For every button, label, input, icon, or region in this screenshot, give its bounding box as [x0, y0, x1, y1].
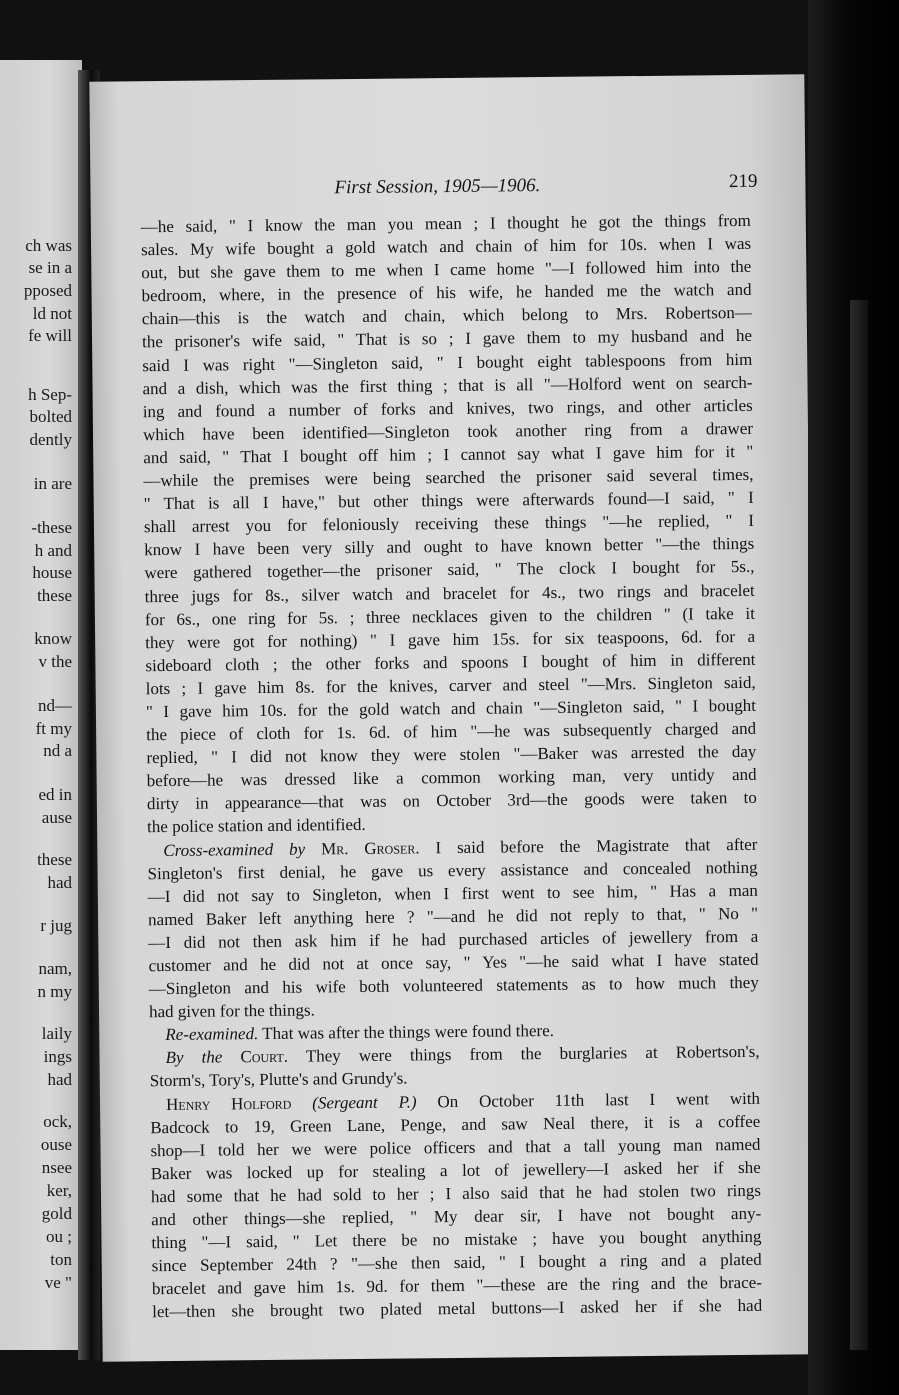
cross.lines-line: —Singleton and his wife both volunteered statements as to how much they [148, 972, 759, 999]
text-line: chain—this is the watch and chain, which belong to Mrs. Robertson— [141, 303, 752, 329]
text-line: " That is all I have," but other things were afterwards found—I said, " I [143, 487, 754, 514]
cross.lines-line: Singleton's first denial, he gave us every assistance and concealed nothing [147, 857, 758, 883]
testimony-paragraph [141, 209, 757, 839]
witness-lines [150, 1109, 762, 1323]
facing-page-fragment: nsee [41, 1158, 72, 1177]
facing-page-fragment: had [47, 873, 72, 892]
facing-page-fragment: in are [33, 474, 72, 493]
court-name: Court. [240, 1047, 289, 1067]
facing-page-fragment: ou ; [46, 1227, 72, 1246]
facing-page-fragment: had [47, 1070, 72, 1089]
facing-page-fragment: ton [50, 1250, 72, 1269]
witness.lines-line: had some that he had sold to her ; I also said that he had stolen two rings [150, 1180, 762, 1207]
text-line: " I gave him 10s. for the gold watch and chain "—Singleton said, " I bought [145, 695, 756, 722]
witness-name: Henry Holford [165, 1093, 292, 1114]
text-line: know I have been very silly and ought to have known better "—the things [144, 534, 755, 560]
facing-page-fragment: ch was [25, 236, 72, 255]
facing-page-fragment: dently [29, 430, 72, 449]
text-line: bedroom, where, in the presence of his wife, he handed me the watch and [141, 280, 752, 306]
text-line: shall arrest you for feloniously receiving these things "—he replied, " I [143, 511, 755, 537]
witness.lines-line: Badcock to 19, Green Lane, Penge, and saw Neal there, it is a coffee [150, 1111, 761, 1137]
facing-page-fragment: ings [43, 1047, 72, 1066]
court-paragraph [149, 1040, 759, 1093]
facing-page-fragment: ouse [40, 1135, 72, 1154]
cross-lines [147, 855, 759, 1023]
text-line: the prisoner's wife said, " That is so ; I gave them to my husband and he [141, 326, 753, 352]
facing-page-fragment: ock, [43, 1112, 72, 1131]
running-head: First Session, 1905—1906. [334, 175, 541, 199]
cross-line-0: I said before the Magistrate that after [435, 834, 758, 857]
facing-page-fragment: house [32, 563, 72, 582]
background-strip [850, 300, 868, 1350]
witness-rank: (Sergeant P.) [312, 1091, 417, 1113]
witness.lines-line: shop—I told her we were police officers and that a tall young man named [150, 1134, 761, 1160]
witness.lines-line: thing "—I said, " Let there be no mistake ; have you bought anything [151, 1226, 762, 1253]
facing-page-fragment: nd— [38, 696, 72, 715]
text-line: the piece of cloth for 1s. 6d. of him "—he was subsequently charged and [146, 718, 757, 745]
page-number: 219 [728, 170, 758, 193]
facing-page-fragment: laily [41, 1024, 72, 1043]
text-line: for 6s., one ring for 5s. ; three necklaces given to the children " (I take it [144, 603, 756, 629]
text-line: said I was right "—Singleton said, " I bought eight tablespoons from him [142, 349, 753, 375]
facing-page-fragment: ve " [44, 1273, 72, 1292]
facing-page-fragment: v the [38, 652, 72, 671]
court-label: By the [165, 1047, 223, 1068]
text-line: sales. My wife bought a gold watch and chain of him for 10s. when I was [140, 233, 752, 260]
body-text [141, 209, 763, 1324]
witness-paragraph [150, 1086, 762, 1323]
witness.lines-line: let—then she brought two plated metal buttons—I asked her if she had [152, 1296, 763, 1322]
text-line: the police station and identified. [147, 815, 366, 837]
facing-page-fragment: ause [41, 808, 72, 827]
facing-page-fragment: ft my [35, 719, 72, 738]
witness-opening: On October 11th last I went with [437, 1088, 761, 1111]
text-line: —while the premises were being searched the prisoner said several times, [143, 464, 754, 491]
reexamined-label: Re-examined. [165, 1024, 259, 1045]
counsel-name: Mr. Groser. [320, 837, 420, 858]
text-line: lots ; I gave him 8s. for the knives, carver and steel "—Mrs. Singleton said, [145, 672, 756, 699]
facing-page-fragment: know [34, 629, 72, 648]
text-line: dirty in appearance—that was on October 3rd—the goods were taken to [146, 788, 757, 814]
witness.lines-line: and other things—she replied, " My dear sir, I have not bought any- [151, 1203, 762, 1230]
facing-page-fragment: -these [31, 518, 72, 537]
facing-page-fragment: nam, [38, 959, 72, 978]
facing-page-fragment: bolted [29, 407, 72, 426]
text-line: ing and found a number of forks and knives, two rings, and other articles [142, 395, 753, 421]
facing-page-fragment: h Sep- [28, 385, 72, 404]
cross.lines-line: named Baker left anything here ? "—and he did not reply to that, " No " [147, 903, 759, 930]
facing-page-fragment: these [37, 586, 72, 605]
facing-page-fragment: ed in [38, 785, 72, 804]
cross.lines-line: —I did not say to Singleton, when I first went to see him, " Has a man [147, 880, 758, 906]
text-line: before—he was dressed like a common working man, very untidy and [146, 765, 757, 791]
text-line: and said, " That I bought off him ; I cannot say what I gave him for it " [143, 441, 754, 468]
page-header [90, 172, 805, 203]
court-line-1: They were things from the burglaries at Robertson's, [305, 1042, 760, 1066]
cross.lines-line: customer and he did not at once say, " Yes "—he said what I have stated [148, 949, 759, 976]
text-line: —he said, " I know the man you mean ; I thought he got the things from [140, 210, 751, 237]
facing-page-fragment: these [37, 850, 72, 869]
court-line-2: Storm's, Tory's, Plutte's and Grundy's. [149, 1068, 408, 1091]
witness.lines-line: bracelet and gave him 1s. 9d. for them "—these are the ring and the brace- [151, 1273, 763, 1299]
text-line: three jugs for 8s., silver watch and bracelet for 4s., two rings and bracelet [144, 580, 755, 606]
text-line: out, but she gave them to me when I came home "—I followed him into the [141, 257, 752, 283]
text-line: were gathered together—the prisoner said, " The clock I bought for 5s., [144, 557, 755, 583]
text-line: replied, " I did not know they were stolen "—Baker was arrested the day [146, 741, 757, 768]
text-line: sideboard cloth ; the other forks and spoons I bought of him in different [145, 649, 756, 676]
facing-page-fragment: r jug [40, 916, 72, 935]
facing-page-fragment: ld not [32, 304, 72, 323]
text-line: they were got for nothing) " I gave him 15s. for six teaspoons, 6d. for a [145, 626, 756, 652]
cross-examination-paragraph [147, 832, 759, 1023]
facing-page-fragment: gold [41, 1204, 72, 1223]
facing-page-fragment: se in a [28, 258, 72, 277]
document-page [89, 74, 817, 1361]
cross.lines-line: —I did not then ask him if he had purchased articles of jewellery from a [148, 926, 759, 953]
facing-page-fragment: fe will [28, 326, 72, 345]
reexamined-text: That was after the things were found there. [262, 1021, 555, 1044]
facing-page-fragment: ker, [46, 1181, 72, 1200]
cross.lines-line: had given for the things. [148, 1000, 315, 1022]
cross-label: Cross-examined by [163, 839, 306, 860]
text-line: and a dish, which was the first thing ; that is all "—Holford went on search- [142, 372, 753, 398]
facing-page-fragment: h and [34, 541, 72, 560]
facing-page-fragment: nd a [43, 741, 72, 760]
facing-page [0, 60, 82, 1350]
witness.lines-line: since September 24th ? "—she then said, " I bought a ring and a plated [151, 1250, 762, 1276]
text-line: which have been identified—Singleton took another ring from a drawer [142, 418, 754, 445]
facing-page-fragment: pposed [23, 281, 72, 300]
facing-page-fragment: n my [37, 982, 72, 1001]
witness.lines-line: Baker was locked up for stealing a lot of jewellery—I asked her if she [150, 1157, 761, 1184]
